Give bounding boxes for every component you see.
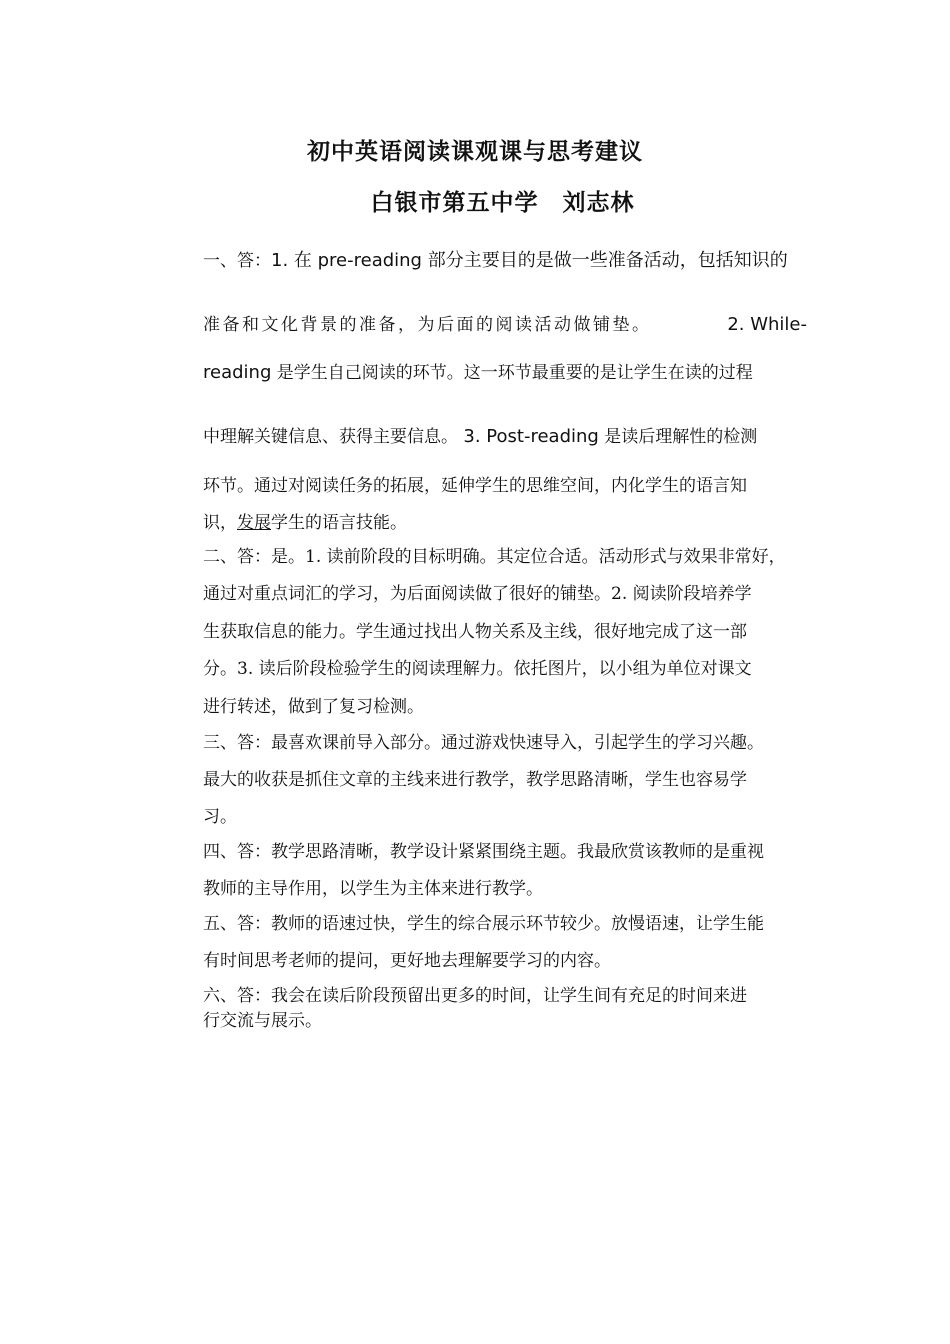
answer-1-line-5: 环节。通过对阅读任务的拓展，延伸学生的思维空间，内化学生的语言知 [203, 476, 747, 496]
answer-2-line-5: 进行转述，做到了复习检测。 [203, 697, 424, 717]
answer-1-line-2: 准备和文化背景的准备，为后面的阅读活动做铺垫。 2. While- [203, 314, 807, 335]
answer-1-line-1: 一、答：1. 在 pre-reading 部分主要目的是做一些准备活动，包括知识的 [203, 250, 788, 271]
answer-2-line-4: 分。3. 读后阶段检验学生的阅读理解力。依托图片，以小组为单位对课文 [203, 659, 752, 679]
answer-3-line-3: 习。 [203, 807, 237, 827]
answer-2-line-1: 二、答：是。1. 读前阶段的目标明确。其定位合适。活动形式与效果非常好， [203, 547, 786, 567]
answer-6-line-2: 行交流与展示。 [203, 1011, 322, 1031]
answer-1-line-6: 识，发展学生的语言技能。 [203, 513, 407, 533]
answer-5-line-2: 有时间思考老师的提问，更好地去理解要学习的内容。 [203, 951, 611, 971]
underlined-word: 发展 [237, 513, 271, 533]
document-title: 初中英语阅读课观课与思考建议 [307, 139, 643, 165]
document-subtitle: 白银市第五中学 刘志林 [370, 190, 635, 216]
answer-5-line-1: 五、答：教师的语速过快，学生的综合展示环节较少。放慢语速，让学生能 [203, 914, 764, 934]
answer-3-line-2: 最大的收获是抓住文章的主线来进行教学，教学思路清晰，学生也容易学 [203, 770, 747, 790]
answer-1-line-3: reading 是学生自己阅读的环节。这一环节最重要的是让学生在读的过程 [203, 362, 753, 383]
answer-1-line-4: 中理解关键信息、获得主要信息。 3. Post-reading 是读后理解性的检测 [203, 426, 758, 447]
answer-6-line-1: 六、答：我会在读后阶段预留出更多的时间，让学生间有充足的时间来进 [203, 986, 747, 1006]
answer-2-line-2: 通过对重点词汇的学习，为后面阅读做了很好的铺垫。2. 阅读阶段培养学 [203, 584, 752, 604]
answer-4-line-2: 教师的主导作用，以学生为主体来进行教学。 [203, 879, 543, 899]
answer-4-line-1: 四、答：教学思路清晰，教学设计紧紧围绕主题。我最欣赏该教师的是重视 [203, 842, 764, 862]
answer-3-line-1: 三、答：最喜欢课前导入部分。通过游戏快速导入，引起学生的学习兴趣。 [203, 733, 764, 753]
answer-2-line-3: 生获取信息的能力。学生通过找出人物关系及主线，很好地完成了这一部 [203, 622, 747, 642]
